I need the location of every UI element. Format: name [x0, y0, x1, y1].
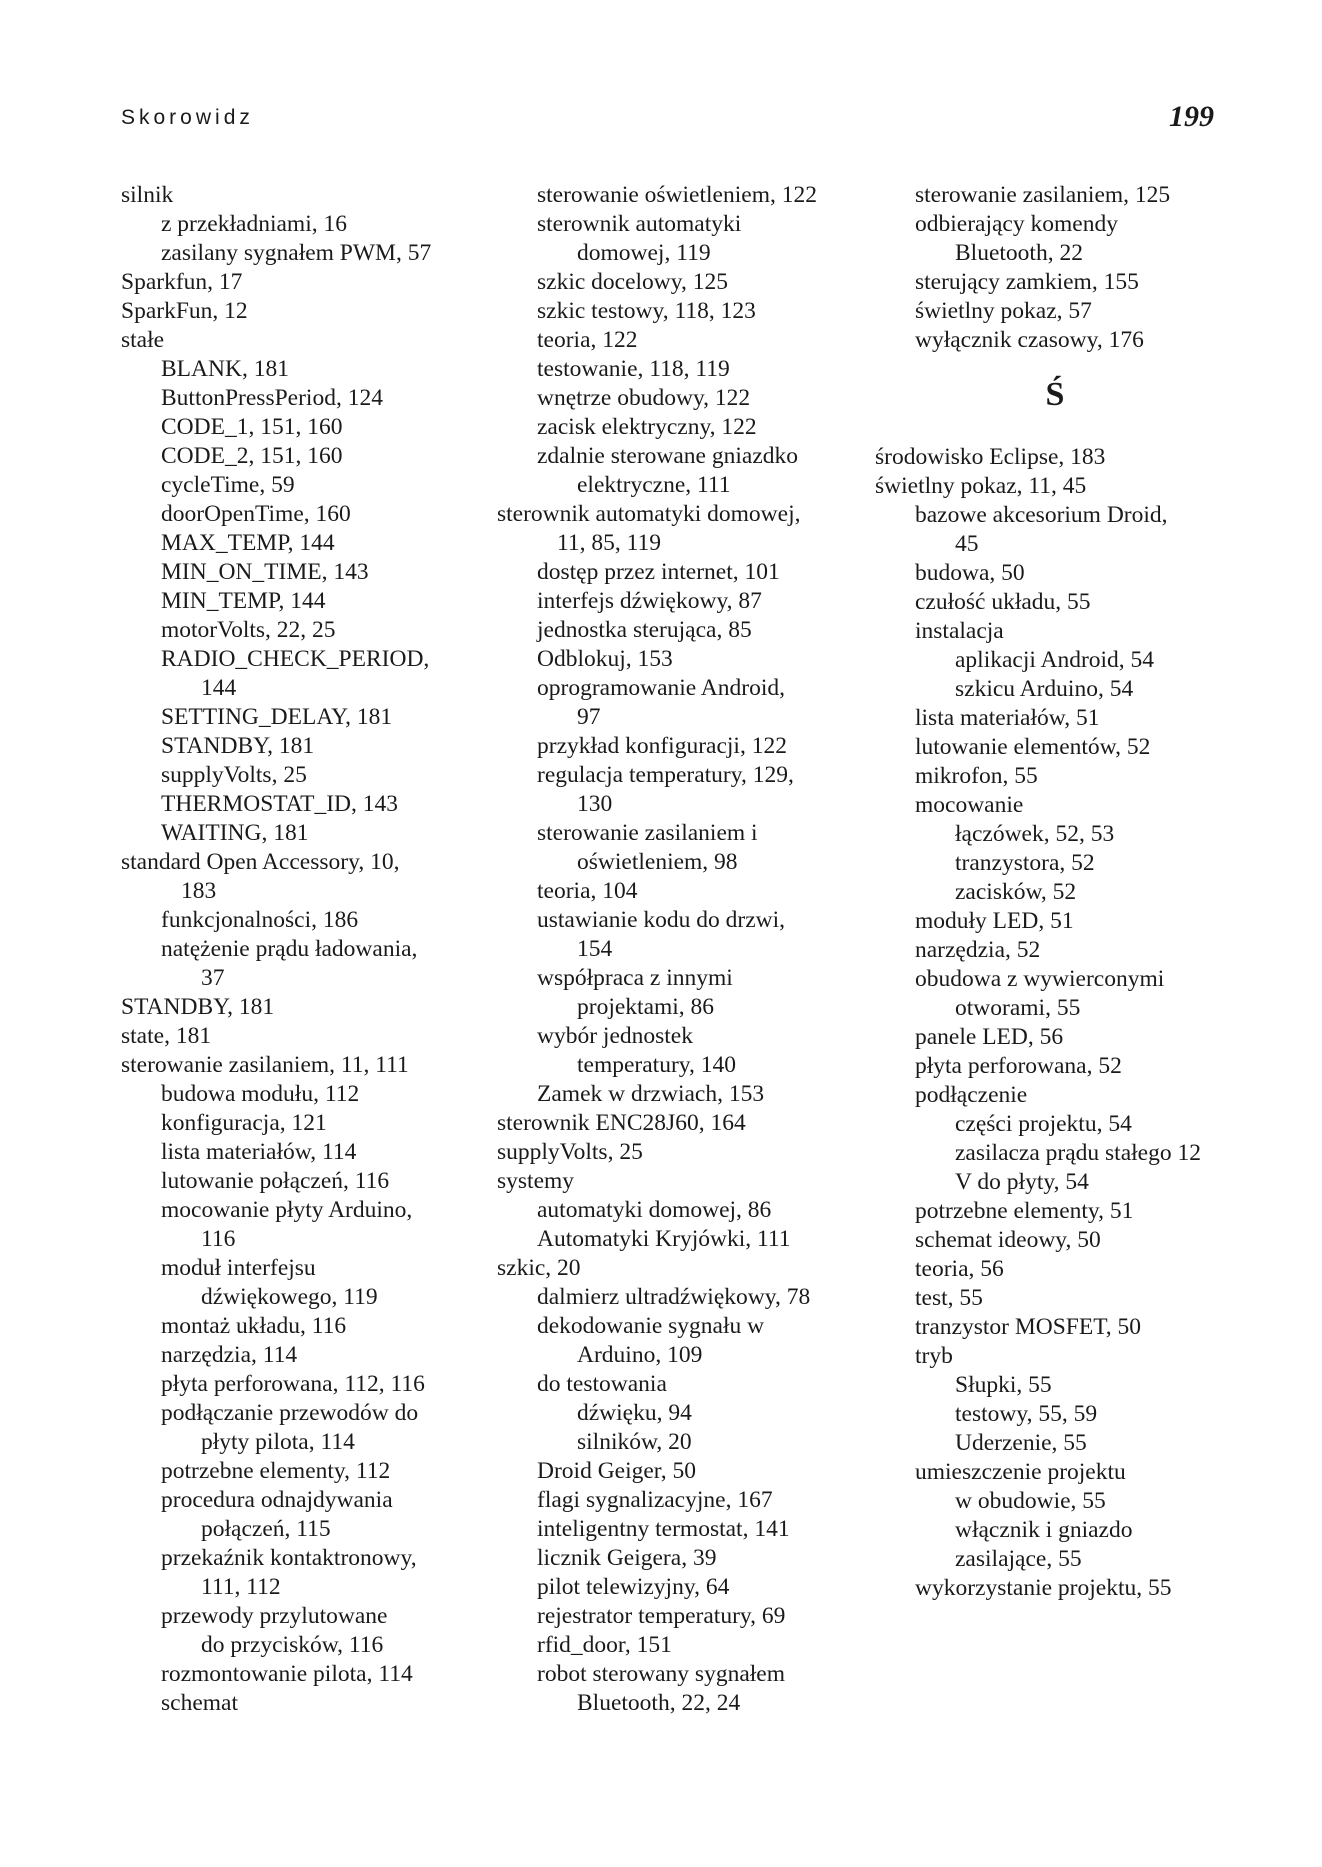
index-entry: oprogramowanie Android, [537, 675, 786, 701]
index-entry: 144 [201, 675, 237, 701]
index-entry: procedura odnajdywania [161, 1487, 393, 1513]
index-entry: dekodowanie sygnału w [537, 1313, 765, 1339]
index-entry: 130 [577, 791, 613, 817]
index-entry: doorOpenTime, 160 [161, 501, 351, 527]
index-entry: odbierający komendy [915, 211, 1118, 237]
index-entry: tranzystora, 52 [955, 850, 1095, 876]
index-entry: do testowania [537, 1371, 667, 1397]
index-entry: otworami, 55 [955, 995, 1081, 1021]
running-header-section: Skorowidz [121, 106, 254, 129]
index-entry: narzędzia, 52 [915, 937, 1041, 963]
index-entry: instalacja [915, 618, 1004, 644]
index-column-2 [497, 181, 867, 1718]
index-entry: Uderzenie, 55 [955, 1430, 1087, 1456]
index-entry: wyłącznik czasowy, 176 [915, 327, 1144, 353]
index-entry: do przycisków, 116 [201, 1632, 384, 1658]
index-entry: CODE_2, 151, 160 [161, 443, 343, 469]
index-entry: zdalnie sterowane gniazdko [537, 443, 799, 469]
index-entry: przewody przylutowane [161, 1603, 388, 1629]
index-entry: temperatury, 140 [577, 1052, 737, 1078]
index-entry: podłączanie przewodów do [161, 1400, 419, 1426]
index-entry: moduły LED, 51 [915, 908, 1074, 934]
index-entry: SparkFun, 12 [121, 298, 248, 324]
index-entry: stałe [121, 327, 165, 353]
index-entry: schemat ideowy, 50 [915, 1227, 1101, 1253]
index-entry: Arduino, 109 [577, 1342, 703, 1368]
index-entry: teoria, 122 [537, 327, 638, 353]
index-entry: BLANK, 181 [161, 356, 289, 382]
index-entry: szkic, 20 [497, 1255, 581, 1281]
index-entry: test, 55 [915, 1285, 983, 1311]
index-entry: testowanie, 118, 119 [537, 356, 730, 382]
index-entry: włącznik i gniazdo [955, 1517, 1133, 1543]
index-entry: supplyVolts, 25 [497, 1139, 643, 1165]
index-entry: ustawianie kodu do drzwi, [537, 907, 786, 933]
index-entry: w obudowie, 55 [955, 1488, 1106, 1514]
index-entry: ButtonPressPeriod, 124 [161, 385, 383, 411]
index-entry: funkcjonalności, 186 [161, 907, 359, 933]
index-entry: sterowanie zasilaniem, 125 [915, 182, 1171, 208]
index-entry: bazowe akcesorium Droid, [915, 502, 1168, 528]
index-entry: dźwiękowego, 119 [201, 1284, 378, 1310]
index-entry: dostęp przez internet, 101 [537, 559, 780, 585]
index-entry: pilot telewizyjny, 64 [537, 1574, 730, 1600]
index-entry: wnętrze obudowy, 122 [537, 385, 751, 411]
index-entry: potrzebne elementy, 51 [915, 1198, 1134, 1224]
index-entry: MAX_TEMP, 144 [161, 530, 335, 556]
index-entry: Droid Geiger, 50 [537, 1458, 696, 1484]
index-entry: świetlny pokaz, 11, 45 [875, 473, 1087, 499]
index-entry: sterownik automatyki [537, 211, 742, 237]
index-entry: tranzystor MOSFET, 50 [915, 1314, 1142, 1340]
index-entry: potrzebne elementy, 112 [161, 1458, 391, 1484]
index-entry: montaż układu, 116 [161, 1313, 347, 1339]
index-entry: teoria, 104 [537, 878, 638, 904]
index-entry: wykorzystanie projektu, 55 [915, 1575, 1172, 1601]
index-entry: z przekładniami, 16 [161, 211, 347, 237]
index-entry: tryb [915, 1343, 953, 1369]
index-entry: mocowanie płyty Arduino, [161, 1197, 413, 1223]
index-entry: standard Open Accessory, 10, [121, 849, 400, 875]
index-entry: 111, 112 [201, 1574, 281, 1600]
index-column-3-bottom [875, 443, 1235, 1603]
index-entry: lista materiałów, 51 [915, 705, 1100, 731]
index-entry: 11, 85, 119 [557, 530, 662, 556]
index-entry: THERMOSTAT_ID, 143 [161, 791, 399, 817]
index-entry: 45 [955, 531, 979, 557]
index-entry: płyta perforowana, 112, 116 [161, 1371, 425, 1397]
index-entry: przekaźnik kontaktronowy, [161, 1545, 417, 1571]
index-entry: zasilające, 55 [955, 1546, 1082, 1572]
index-entry: łączówek, 52, 53 [955, 821, 1115, 847]
index-entry: świetlny pokaz, 57 [915, 298, 1092, 324]
index-entry: dalmierz ultradźwiękowy, 78 [537, 1284, 811, 1310]
index-entry: state, 181 [121, 1023, 212, 1049]
index-entry: elektryczne, 111 [577, 472, 731, 498]
index-entry: szkicu Arduino, 54 [955, 676, 1134, 702]
index-entry: sterowanie zasilaniem, 11, 111 [121, 1052, 409, 1078]
index-entry: inteligentny termostat, 141 [537, 1516, 790, 1542]
index-entry: SETTING_DELAY, 181 [161, 704, 393, 730]
index-entry: narzędzia, 114 [161, 1342, 298, 1368]
index-entry: zasilany sygnałem PWM, 57 [161, 240, 432, 266]
page-number: 199 [1169, 100, 1214, 133]
index-entry: lutowanie elementów, 52 [915, 734, 1151, 760]
index-entry: 97 [577, 704, 601, 730]
index-entry: dźwięku, 94 [577, 1400, 692, 1426]
index-entry: jednostka sterująca, 85 [537, 617, 752, 643]
index-entry: sterownik automatyki domowej, [497, 501, 801, 527]
index-entry: rozmontowanie pilota, 114 [161, 1661, 413, 1687]
index-entry: silnik [121, 182, 174, 208]
index-entry: części projektu, 54 [955, 1111, 1132, 1137]
index-entry: zasilacza prądu stałego 12 [955, 1140, 1201, 1166]
index-entry: sterowanie oświetleniem, 122 [537, 182, 817, 208]
index-entry: umieszczenie projektu [915, 1459, 1126, 1485]
index-entry: WAITING, 181 [161, 820, 309, 846]
index-entry: mocowanie [915, 792, 1024, 818]
index-entry: robot sterowany sygnałem [537, 1661, 786, 1687]
index-entry: 183 [181, 878, 217, 904]
index-entry: płyta perforowana, 52 [915, 1053, 1122, 1079]
index-entry: budowa, 50 [915, 560, 1025, 586]
index-column-1 [121, 181, 501, 1718]
index-entry: czułość układu, 55 [915, 589, 1091, 615]
index-entry: lista materiałów, 114 [161, 1139, 357, 1165]
index-entry: wybór jednostek [537, 1023, 693, 1049]
index-entry: interfejs dźwiękowy, 87 [537, 588, 762, 614]
index-entry: sterujący zamkiem, 155 [915, 269, 1139, 295]
index-entry: 116 [201, 1226, 236, 1252]
index-entry: licznik Geigera, 39 [537, 1545, 717, 1571]
index-entry: systemy [497, 1168, 575, 1194]
index-entry: supplyVolts, 25 [161, 762, 307, 788]
index-entry: regulacja temperatury, 129, [537, 762, 794, 788]
index-entry: Bluetooth, 22 [955, 240, 1083, 266]
index-entry: zacisk elektryczny, 122 [537, 414, 757, 440]
index-entry: środowisko Eclipse, 183 [875, 444, 1106, 470]
index-entry: współpraca z innymi [537, 965, 733, 991]
section-letter-heading: Ś [1045, 376, 1065, 413]
index-entry: silników, 20 [577, 1429, 692, 1455]
index-column-3-top [875, 181, 1235, 355]
index-entry: oświetleniem, 98 [577, 849, 738, 875]
index-entry: aplikacji Android, 54 [955, 647, 1155, 673]
index-entry: MIN_ON_TIME, 143 [161, 559, 369, 585]
index-entry: szkic testowy, 118, 123 [537, 298, 756, 324]
index-entry: automatyki domowej, 86 [537, 1197, 772, 1223]
index-entry: Słupki, 55 [955, 1372, 1052, 1398]
index-entry: rfid_door, 151 [537, 1632, 672, 1658]
index-entry: schemat [161, 1690, 238, 1716]
index-entry: rejestrator temperatury, 69 [537, 1603, 786, 1629]
index-entry: panele LED, 56 [915, 1024, 1064, 1050]
index-entry: mikrofon, 55 [915, 763, 1038, 789]
index-entry: szkic docelowy, 125 [537, 269, 728, 295]
index-entry: obudowa z wywierconymi [915, 966, 1165, 992]
index-entry: motorVolts, 22, 25 [161, 617, 336, 643]
index-entry: RADIO_CHECK_PERIOD, [161, 646, 430, 672]
index-entry: podłączenie [915, 1082, 1028, 1108]
index-entry: Sparkfun, 17 [121, 269, 243, 295]
index-entry: V do płyty, 54 [955, 1169, 1089, 1195]
index-entry: STANDBY, 181 [121, 994, 275, 1020]
index-entry: projektami, 86 [577, 994, 715, 1020]
index-entry: Automatyki Kryjówki, 111 [537, 1226, 791, 1252]
index-entry: sterownik ENC28J60, 164 [497, 1110, 746, 1136]
index-entry: połączeń, 115 [201, 1516, 331, 1542]
index-entry: Odblokuj, 153 [537, 646, 673, 672]
index-entry: moduł interfejsu [161, 1255, 316, 1281]
index-entry: flagi sygnalizacyjne, 167 [537, 1487, 773, 1513]
index-column-3 [875, 181, 1235, 1603]
index-entry: sterowanie zasilaniem i [537, 820, 758, 846]
index-entry: testowy, 55, 59 [955, 1401, 1098, 1427]
index-entry: Bluetooth, 22, 24 [577, 1690, 741, 1716]
index-entry: cycleTime, 59 [161, 472, 295, 498]
index-entry: budowa modułu, 112 [161, 1081, 360, 1107]
index-entry: MIN_TEMP, 144 [161, 588, 326, 614]
index-entry: natężenie prądu ładowania, [161, 936, 418, 962]
index-entry: lutowanie połączeń, 116 [161, 1168, 390, 1194]
index-entry: 154 [577, 936, 613, 962]
index-entry: zacisków, 52 [955, 879, 1077, 905]
index-entry: przykład konfiguracji, 122 [537, 733, 787, 759]
index-entry: płyty pilota, 114 [201, 1429, 355, 1455]
index-entry: 37 [201, 965, 225, 991]
index-entry: Zamek w drzwiach, 153 [537, 1081, 765, 1107]
index-entry: domowej, 119 [577, 240, 711, 266]
index-entry: konfiguracja, 121 [161, 1110, 327, 1136]
index-entry: teoria, 56 [915, 1256, 1004, 1282]
index-entry: STANDBY, 181 [161, 733, 315, 759]
index-entry: CODE_1, 151, 160 [161, 414, 343, 440]
